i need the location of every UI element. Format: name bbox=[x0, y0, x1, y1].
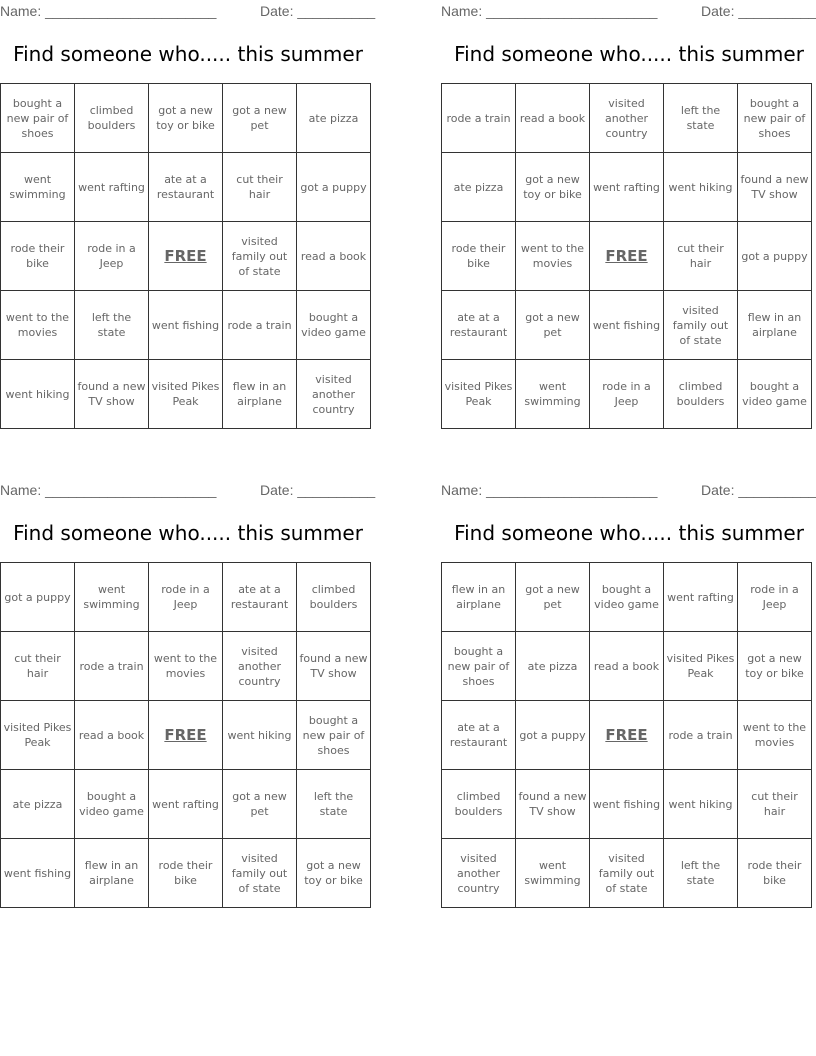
grid-row bbox=[1, 632, 371, 701]
bingo-cell: went swimming bbox=[75, 563, 149, 632]
bingo-cell: got a new pet bbox=[223, 84, 297, 153]
bingo-cell: rode in a Jeep bbox=[738, 563, 812, 632]
grid-row bbox=[1, 222, 371, 291]
bingo-cell: rode in a Jeep bbox=[590, 360, 664, 429]
bingo-cell: got a new toy or bike bbox=[297, 839, 371, 908]
bingo-card-2 bbox=[441, 0, 816, 408]
bingo-cell: went hiking bbox=[223, 701, 297, 770]
bingo-cell: found a new TV show bbox=[738, 153, 812, 222]
bingo-cell: visited family out of state bbox=[223, 222, 297, 291]
free-space-cell: FREE bbox=[590, 701, 664, 770]
bingo-cell: visited another country bbox=[223, 632, 297, 701]
bingo-cell: cut their hair bbox=[664, 222, 738, 291]
card-title: Find someone who..... this summer bbox=[13, 42, 363, 66]
grid-row bbox=[442, 291, 812, 360]
bingo-cell: left the state bbox=[664, 839, 738, 908]
card-title: Find someone who..... this summer bbox=[13, 521, 363, 545]
grid-row bbox=[442, 839, 812, 908]
bingo-cell: rode their bike bbox=[442, 222, 516, 291]
bingo-cell: found a new TV show bbox=[516, 770, 590, 839]
bingo-card-3 bbox=[0, 479, 376, 895]
bingo-cell: rode a train bbox=[223, 291, 297, 360]
bingo-cell: ate at a restaurant bbox=[149, 153, 223, 222]
grid-row bbox=[442, 563, 812, 632]
bingo-grid bbox=[0, 562, 371, 908]
bingo-cell: left the state bbox=[664, 84, 738, 153]
bingo-cell: went hiking bbox=[1, 360, 75, 429]
bingo-cell: went fishing bbox=[1, 839, 75, 908]
bingo-cell: went hiking bbox=[664, 153, 738, 222]
bingo-cell: climbed boulders bbox=[297, 563, 371, 632]
bingo-cell: flew in an airplane bbox=[223, 360, 297, 429]
bingo-cell: cut their hair bbox=[738, 770, 812, 839]
bingo-cell: ate pizza bbox=[516, 632, 590, 701]
bingo-cell: ate at a restaurant bbox=[442, 291, 516, 360]
bingo-cell: flew in an airplane bbox=[738, 291, 812, 360]
grid-row bbox=[1, 770, 371, 839]
grid-row bbox=[442, 701, 812, 770]
bingo-card-4 bbox=[441, 479, 816, 895]
bingo-cell: visited Pikes Peak bbox=[1, 701, 75, 770]
bingo-cell: visited Pikes Peak bbox=[664, 632, 738, 701]
bingo-cell: rode a train bbox=[664, 701, 738, 770]
date-field-label: Date: __________ bbox=[701, 482, 816, 498]
grid-row bbox=[442, 770, 812, 839]
bingo-cell: ate pizza bbox=[442, 153, 516, 222]
bingo-cell: went to the movies bbox=[149, 632, 223, 701]
bingo-cell: ate pizza bbox=[297, 84, 371, 153]
bingo-cell: rode their bike bbox=[738, 839, 812, 908]
bingo-cell: rode a train bbox=[442, 84, 516, 153]
bingo-grid bbox=[441, 83, 812, 429]
bingo-cell: got a puppy bbox=[738, 222, 812, 291]
bingo-cell: visited another country bbox=[590, 84, 664, 153]
bingo-cell: climbed boulders bbox=[664, 360, 738, 429]
card-header bbox=[441, 0, 816, 22]
bingo-cell: went swimming bbox=[516, 360, 590, 429]
card-title: Find someone who..... this summer bbox=[454, 521, 804, 545]
bingo-cell: got a puppy bbox=[1, 563, 75, 632]
bingo-cell: got a new toy or bike bbox=[516, 153, 590, 222]
bingo-cell: rode a train bbox=[75, 632, 149, 701]
bingo-cell: found a new TV show bbox=[297, 632, 371, 701]
name-field-label: Name: ______________________ bbox=[441, 482, 658, 498]
bingo-cell: went to the movies bbox=[1, 291, 75, 360]
bingo-cell: bought a new pair of shoes bbox=[442, 632, 516, 701]
bingo-cell: bought a new pair of shoes bbox=[1, 84, 75, 153]
bingo-cell: visited another country bbox=[297, 360, 371, 429]
free-space-cell: FREE bbox=[590, 222, 664, 291]
bingo-cell: ate pizza bbox=[1, 770, 75, 839]
bingo-cell: visited family out of state bbox=[664, 291, 738, 360]
bingo-card-1 bbox=[0, 0, 376, 416]
name-field-label: Name: ______________________ bbox=[0, 482, 217, 498]
bingo-cell: bought a video game bbox=[75, 770, 149, 839]
bingo-cell: read a book bbox=[75, 701, 149, 770]
bingo-cell: ate at a restaurant bbox=[223, 563, 297, 632]
free-space-cell: FREE bbox=[149, 222, 223, 291]
bingo-cell: got a new pet bbox=[516, 563, 590, 632]
bingo-cell: went rafting bbox=[75, 153, 149, 222]
grid-row bbox=[1, 701, 371, 770]
card-header bbox=[441, 479, 816, 501]
grid-row bbox=[1, 563, 371, 632]
bingo-cell: got a puppy bbox=[297, 153, 371, 222]
grid-row bbox=[1, 360, 371, 429]
grid-row bbox=[442, 360, 812, 429]
bingo-cell: went swimming bbox=[1, 153, 75, 222]
date-field-label: Date: __________ bbox=[260, 3, 376, 19]
grid-row bbox=[1, 291, 371, 360]
bingo-cell: bought a new pair of shoes bbox=[738, 84, 812, 153]
bingo-grid bbox=[441, 562, 812, 908]
bingo-cell: went rafting bbox=[149, 770, 223, 839]
bingo-cell: cut their hair bbox=[1, 632, 75, 701]
grid-row bbox=[442, 84, 812, 153]
bingo-cell: flew in an airplane bbox=[442, 563, 516, 632]
bingo-cell: bought a video game bbox=[590, 563, 664, 632]
bingo-cell: got a puppy bbox=[516, 701, 590, 770]
bingo-cell: left the state bbox=[297, 770, 371, 839]
grid-row bbox=[442, 222, 812, 291]
bingo-cell: read a book bbox=[297, 222, 371, 291]
bingo-cell: bought a video game bbox=[297, 291, 371, 360]
bingo-cell: went to the movies bbox=[516, 222, 590, 291]
bingo-cell: rode their bike bbox=[1, 222, 75, 291]
bingo-cell: left the state bbox=[75, 291, 149, 360]
bingo-cell: climbed boulders bbox=[75, 84, 149, 153]
name-field-label: Name: ______________________ bbox=[441, 3, 658, 19]
bingo-cell: rode in a Jeep bbox=[149, 563, 223, 632]
free-space-cell: FREE bbox=[149, 701, 223, 770]
grid-row bbox=[1, 153, 371, 222]
bingo-cell: visited Pikes Peak bbox=[442, 360, 516, 429]
bingo-cell: found a new TV show bbox=[75, 360, 149, 429]
bingo-cell: bought a new pair of shoes bbox=[297, 701, 371, 770]
bingo-cell: went rafting bbox=[664, 563, 738, 632]
bingo-cell: got a new pet bbox=[223, 770, 297, 839]
bingo-cell: cut their hair bbox=[223, 153, 297, 222]
name-field-label: Name: ______________________ bbox=[0, 3, 217, 19]
grid-row bbox=[442, 632, 812, 701]
bingo-cell: read a book bbox=[590, 632, 664, 701]
bingo-cell: visited Pikes Peak bbox=[149, 360, 223, 429]
grid-row bbox=[442, 153, 812, 222]
bingo-cell: visited another country bbox=[442, 839, 516, 908]
date-field-label: Date: __________ bbox=[260, 482, 376, 498]
bingo-cell: went rafting bbox=[590, 153, 664, 222]
bingo-cell: flew in an airplane bbox=[75, 839, 149, 908]
bingo-cell: read a book bbox=[516, 84, 590, 153]
card-header bbox=[0, 479, 376, 501]
bingo-cell: went fishing bbox=[590, 770, 664, 839]
card-title: Find someone who..... this summer bbox=[454, 42, 804, 66]
bingo-cell: went fishing bbox=[590, 291, 664, 360]
bingo-cell: rode their bike bbox=[149, 839, 223, 908]
grid-row bbox=[1, 84, 371, 153]
bingo-cell: climbed boulders bbox=[442, 770, 516, 839]
bingo-cell: visited family out of state bbox=[590, 839, 664, 908]
bingo-cell: went swimming bbox=[516, 839, 590, 908]
bingo-cell: got a new toy or bike bbox=[738, 632, 812, 701]
bingo-cell: went fishing bbox=[149, 291, 223, 360]
date-field-label: Date: __________ bbox=[701, 3, 816, 19]
bingo-cell: ate at a restaurant bbox=[442, 701, 516, 770]
grid-row bbox=[1, 839, 371, 908]
bingo-cell: got a new toy or bike bbox=[149, 84, 223, 153]
bingo-cell: bought a video game bbox=[738, 360, 812, 429]
bingo-cell: rode in a Jeep bbox=[75, 222, 149, 291]
bingo-cell: went to the movies bbox=[738, 701, 812, 770]
bingo-cell: visited family out of state bbox=[223, 839, 297, 908]
card-header bbox=[0, 0, 376, 22]
bingo-cell: got a new pet bbox=[516, 291, 590, 360]
bingo-grid bbox=[0, 83, 371, 429]
bingo-cell: went hiking bbox=[664, 770, 738, 839]
